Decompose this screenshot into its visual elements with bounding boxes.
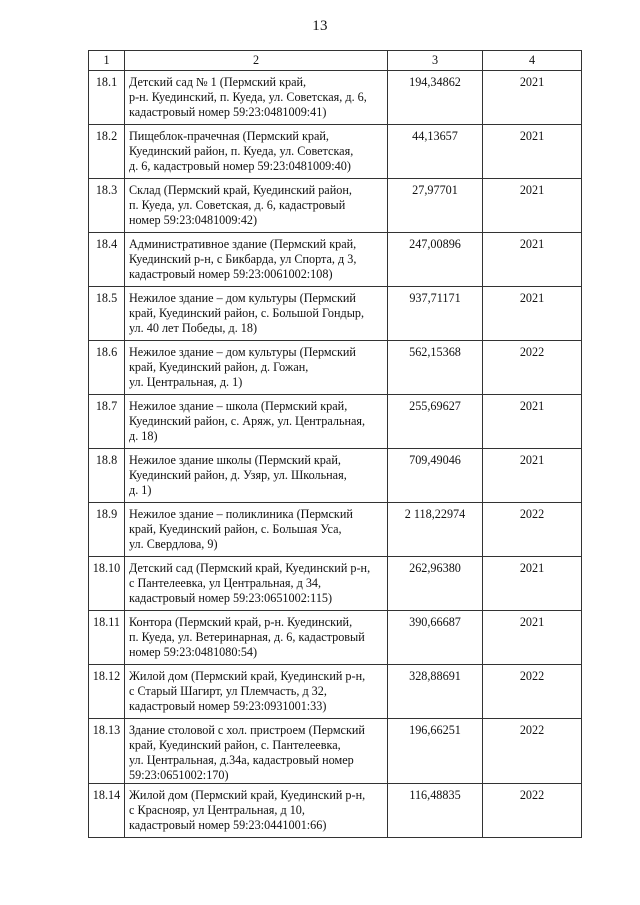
item-description	[125, 784, 388, 838]
header-cell-3: 3	[388, 51, 483, 71]
table-row	[89, 179, 582, 233]
description-line: Нежилое здание – дом культуры (Пермский	[129, 345, 356, 359]
item-number: 18.9	[89, 503, 125, 557]
item-description	[125, 503, 388, 557]
description-line: Куединский район, д. Узяр, ул. Школьная,	[129, 468, 347, 482]
description-line: кадастровый номер 59:23:0441001:66)	[129, 818, 327, 832]
description-line: Детский сад (Пермский край, Куединский р-н,	[129, 561, 371, 575]
item-description	[125, 341, 388, 395]
description-line: Жилой дом (Пермский край, Куединский р-н,	[129, 669, 366, 683]
item-value: 44,13657	[388, 125, 483, 179]
item-value: 390,66687	[388, 611, 483, 665]
item-description	[125, 719, 388, 784]
description-line: п. Куеда, ул. Советская, д. 6, кадастровый	[129, 198, 346, 212]
table-row	[89, 125, 582, 179]
table-row	[89, 233, 582, 287]
item-value: 194,34862	[388, 71, 483, 125]
table-row	[89, 503, 582, 557]
description-line: д. 1)	[129, 483, 152, 497]
table-row	[89, 449, 582, 503]
item-description	[125, 179, 388, 233]
item-number: 18.14	[89, 784, 125, 838]
item-value: 116,48835	[388, 784, 483, 838]
table-row	[89, 719, 582, 784]
item-value: 2 118,22974	[388, 503, 483, 557]
description-line: Нежилое здание – поликлиника (Пермский	[129, 507, 353, 521]
item-year: 2021	[483, 179, 582, 233]
item-year: 2022	[483, 784, 582, 838]
description-line: 59:23:0651002:170)	[129, 768, 229, 782]
description-line: край, Куединский район, с. Большой Гондыр,	[129, 306, 365, 320]
header-row	[89, 51, 582, 71]
description-line: р-н. Куединский, п. Куеда, ул. Советская, д. 6,	[129, 90, 367, 104]
description-line: ул. 40 лет Победы, д. 18)	[129, 321, 258, 335]
table-row	[89, 287, 582, 341]
description-line: Детский сад № 1 (Пермский край,	[129, 75, 307, 89]
table-body	[89, 71, 582, 838]
description-line: Нежилое здание – школа (Пермский край,	[129, 399, 348, 413]
item-year: 2022	[483, 341, 582, 395]
description-line: ул. Центральная, д.34а, кадастровый номер	[129, 753, 354, 767]
item-value: 937,71171	[388, 287, 483, 341]
table-row	[89, 611, 582, 665]
item-value: 196,66251	[388, 719, 483, 784]
item-value: 562,15368	[388, 341, 483, 395]
description-line: Здание столовой с хол. пристроем (Пермский	[129, 723, 365, 737]
table-row	[89, 395, 582, 449]
item-value: 247,00896	[388, 233, 483, 287]
item-description	[125, 611, 388, 665]
item-year: 2021	[483, 125, 582, 179]
description-line: ул. Свердлова, 9)	[129, 537, 218, 551]
description-line: номер 59:23:0481009:42)	[129, 213, 258, 227]
item-number: 18.3	[89, 179, 125, 233]
item-value: 709,49046	[388, 449, 483, 503]
item-year: 2021	[483, 287, 582, 341]
item-description	[125, 449, 388, 503]
description-line: Куединский район, п. Куеда, ул. Советская,	[129, 144, 354, 158]
item-description	[125, 71, 388, 125]
item-value: 27,97701	[388, 179, 483, 233]
item-number: 18.8	[89, 449, 125, 503]
description-line: д. 6, кадастровый номер 59:23:0481009:40)	[129, 159, 351, 173]
description-line: Жилой дом (Пермский край, Куединский р-н,	[129, 788, 366, 802]
item-description	[125, 665, 388, 719]
table-row	[89, 341, 582, 395]
item-number: 18.2	[89, 125, 125, 179]
item-year: 2021	[483, 449, 582, 503]
item-description	[125, 233, 388, 287]
description-line: Нежилое здание школы (Пермский край,	[129, 453, 341, 467]
description-line: с Старый Шагирт, ул Племчасть, д 32,	[129, 684, 327, 698]
description-line: с Краснояр, ул Центральная, д 10,	[129, 803, 305, 817]
item-year: 2021	[483, 611, 582, 665]
description-line: кадастровый номер 59:23:0651002:115)	[129, 591, 333, 605]
registry-table	[88, 50, 582, 838]
header-cell-1: 1	[89, 51, 125, 71]
item-year: 2022	[483, 665, 582, 719]
description-line: Административное здание (Пермский край,	[129, 237, 357, 251]
description-line: номер 59:23:0481080:54)	[129, 645, 258, 659]
item-value: 262,96380	[388, 557, 483, 611]
description-line: Склад (Пермский край, Куединский район,	[129, 183, 352, 197]
item-year: 2021	[483, 71, 582, 125]
description-line: ул. Центральная, д. 1)	[129, 375, 243, 389]
item-year: 2021	[483, 557, 582, 611]
item-value: 255,69627	[388, 395, 483, 449]
item-description	[125, 287, 388, 341]
description-line: Куединский р-н, с Бикбарда, ул Спорта, д 3,	[129, 252, 357, 266]
table-row	[89, 557, 582, 611]
description-line: с Пантелеевка, ул Центральная, д 34,	[129, 576, 322, 590]
description-line: край, Куединский район, с. Большая Уса,	[129, 522, 342, 536]
item-year: 2022	[483, 503, 582, 557]
description-line: Нежилое здание – дом культуры (Пермский	[129, 291, 356, 305]
description-line: кадастровый номер 59:23:0481009:41)	[129, 105, 327, 119]
item-year: 2021	[483, 233, 582, 287]
table-row	[89, 71, 582, 125]
item-year: 2022	[483, 719, 582, 784]
description-line: Куединский район, с. Аряж, ул. Центральная,	[129, 414, 366, 428]
description-line: Контора (Пермский край, р-н. Куединский,	[129, 615, 353, 629]
table-header	[89, 51, 582, 71]
description-line: кадастровый номер 59:23:0061002:108)	[129, 267, 333, 281]
page-number: 13	[312, 18, 328, 34]
header-cell-4: 4	[483, 51, 582, 71]
item-number: 18.5	[89, 287, 125, 341]
table-row	[89, 665, 582, 719]
description-line: Пищеблок-прачечная (Пермский край,	[129, 129, 329, 143]
header-cell-2: 2	[125, 51, 388, 71]
item-number: 18.13	[89, 719, 125, 784]
description-line: п. Куеда, ул. Ветеринарная, д. 6, кадастровый	[129, 630, 365, 644]
description-line: кадастровый номер 59:23:0931001:33)	[129, 699, 327, 713]
table-row	[89, 784, 582, 838]
item-number: 18.4	[89, 233, 125, 287]
item-description	[125, 125, 388, 179]
item-number: 18.12	[89, 665, 125, 719]
description-line: д. 18)	[129, 429, 158, 443]
item-description	[125, 557, 388, 611]
item-number: 18.10	[89, 557, 125, 611]
description-line: край, Куединский район, с. Пантелеевка,	[129, 738, 341, 752]
item-number: 18.1	[89, 71, 125, 125]
item-year: 2021	[483, 395, 582, 449]
description-line: край, Куединский район, д. Гожан,	[129, 360, 309, 374]
item-description	[125, 395, 388, 449]
item-number: 18.11	[89, 611, 125, 665]
item-number: 18.6	[89, 341, 125, 395]
item-number: 18.7	[89, 395, 125, 449]
item-value: 328,88691	[388, 665, 483, 719]
